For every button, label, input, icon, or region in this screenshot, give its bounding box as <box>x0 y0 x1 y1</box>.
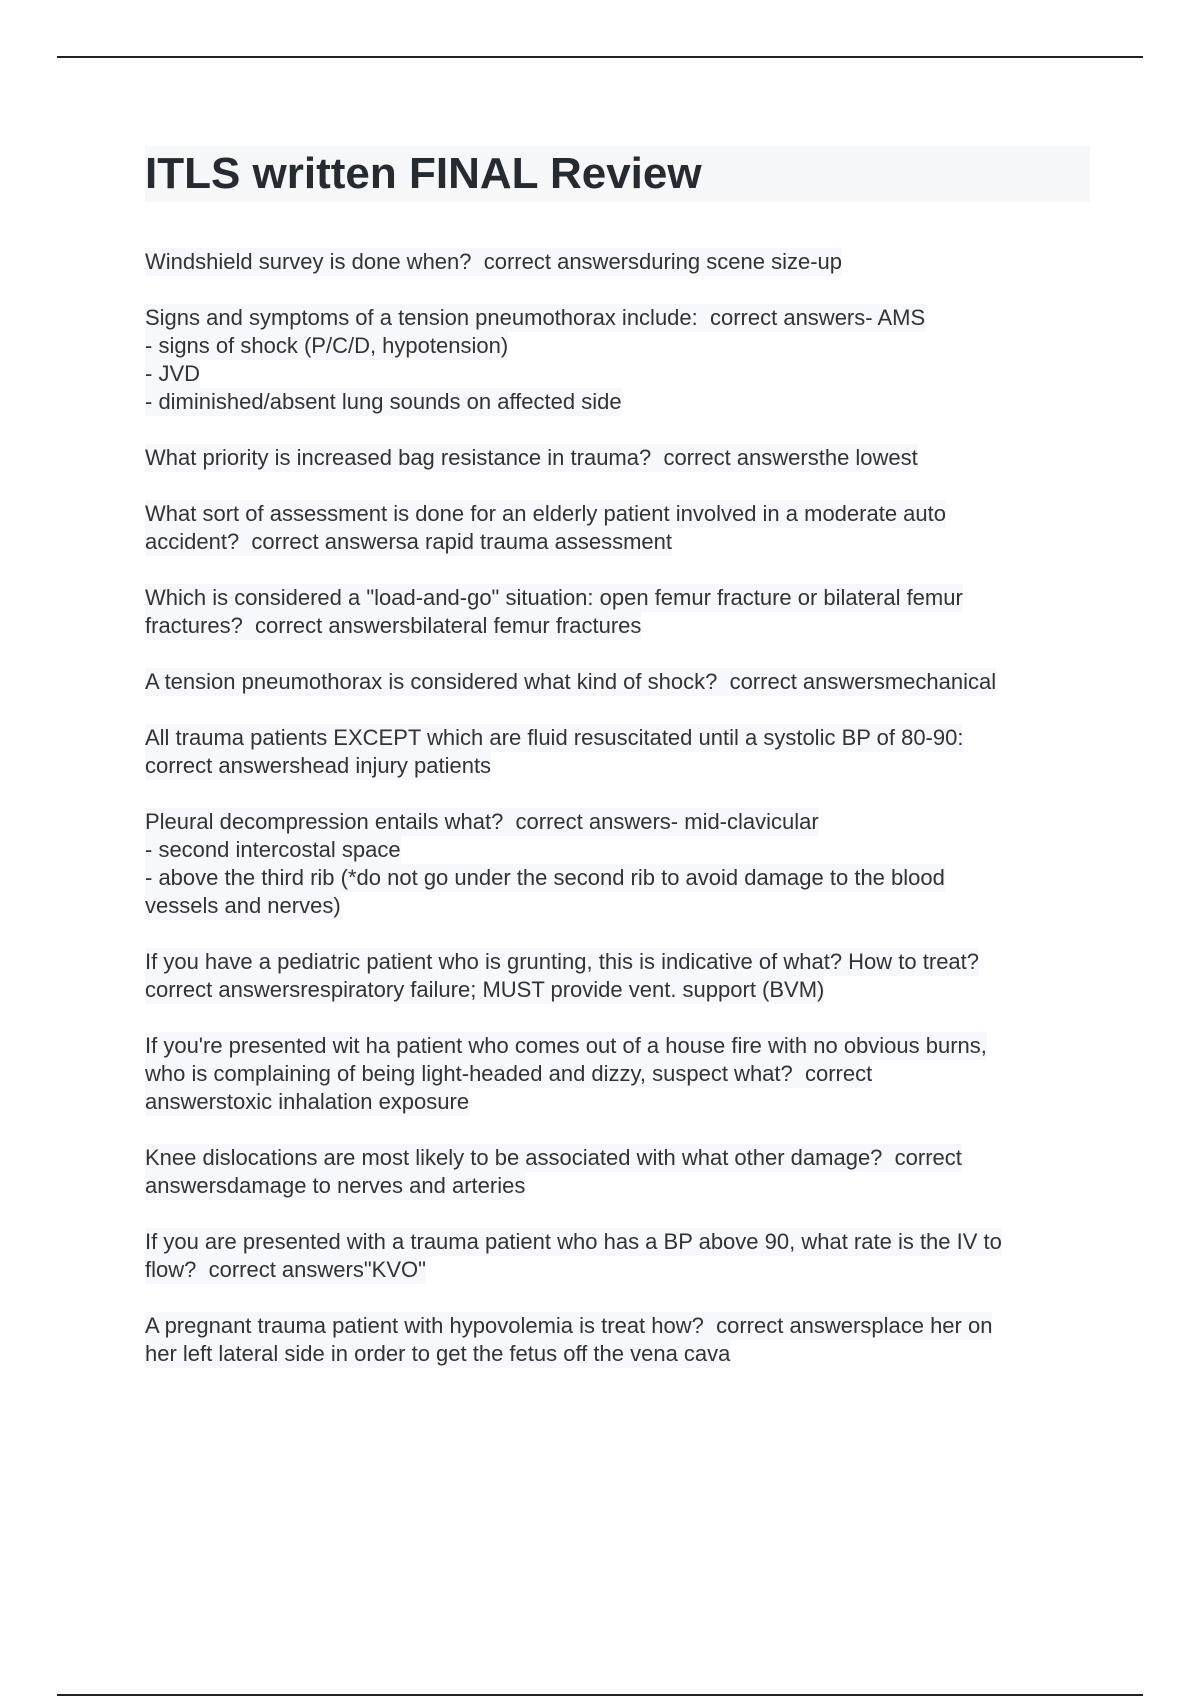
qa-line: - signs of shock (P/C/D, hypotension) <box>145 333 509 358</box>
qa-line: Which is considered a "load-and-go" situation: open femur fracture or bilateral femur <box>145 585 963 610</box>
qa-item <box>145 1144 1090 1200</box>
qa-line: A tension pneumothorax is considered what kind of shock? correct answersmechanical <box>145 669 997 694</box>
qa-item <box>145 584 1090 640</box>
document-title: ITLS written FINAL Review <box>145 146 1090 202</box>
qa-line: If you have a pediatric patient who is grunting, this is indicative of what? How to treat? <box>145 949 980 974</box>
qa-line: Pleural decompression entails what? correct answers- mid-clavicular <box>145 809 819 834</box>
qa-line: accident? correct answersa rapid trauma assessment <box>145 529 673 554</box>
qa-line: answerstoxic inhalation exposure <box>145 1089 470 1114</box>
qa-line: fractures? correct answersbilateral femur fractures <box>145 613 642 638</box>
qa-item <box>145 304 1090 416</box>
qa-line: correct answershead injury patients <box>145 753 492 778</box>
bottom-rule <box>57 1694 1143 1696</box>
qa-item <box>145 1032 1090 1116</box>
qa-line: answersdamage to nerves and arteries <box>145 1173 526 1198</box>
qa-line: Windshield survey is done when? correct answersduring scene size-up <box>145 249 843 274</box>
qa-line: who is complaining of being light-headed and dizzy, suspect what? correct <box>145 1061 873 1086</box>
qa-item <box>145 1312 1090 1368</box>
qa-item <box>145 248 1090 276</box>
qa-line: flow? correct answers"KVO" <box>145 1257 426 1282</box>
qa-line: What priority is increased bag resistance in trauma? correct answersthe lowest <box>145 445 918 470</box>
document-body <box>145 146 1090 1396</box>
qa-line: Knee dislocations are most likely to be associated with what other damage? correct <box>145 1145 962 1170</box>
qa-line: - diminished/absent lung sounds on affected side <box>145 389 622 414</box>
qa-line: If you're presented wit ha patient who comes out of a house fire with no obvious burns, <box>145 1033 987 1058</box>
qa-line: If you are presented with a trauma patient who has a BP above 90, what rate is the IV to <box>145 1229 1002 1254</box>
qa-line: A pregnant trauma patient with hypovolemia is treat how? correct answersplace her on <box>145 1313 993 1338</box>
qa-line: Signs and symptoms of a tension pneumothorax include: correct answers- AMS <box>145 305 926 330</box>
qa-item <box>145 724 1090 780</box>
qa-item <box>145 444 1090 472</box>
qa-item <box>145 948 1090 1004</box>
qa-line: What sort of assessment is done for an elderly patient involved in a moderate auto <box>145 501 946 526</box>
qa-item <box>145 1228 1090 1284</box>
qa-item <box>145 808 1090 920</box>
qa-line: correct answersrespiratory failure; MUST provide vent. support (BVM) <box>145 977 825 1002</box>
qa-line: - second intercostal space <box>145 837 401 862</box>
top-rule <box>57 56 1143 58</box>
qa-line: All trauma patients EXCEPT which are fluid resuscitated until a systolic BP of 80-90: <box>145 725 964 750</box>
qa-item <box>145 668 1090 696</box>
qa-line: her left lateral side in order to get the fetus off the vena cava <box>145 1341 731 1366</box>
qa-line: vessels and nerves) <box>145 893 341 918</box>
qa-item <box>145 500 1090 556</box>
qa-line: - above the third rib (*do not go under the second rib to avoid damage to the blood <box>145 865 945 890</box>
qa-line: - JVD <box>145 361 200 386</box>
